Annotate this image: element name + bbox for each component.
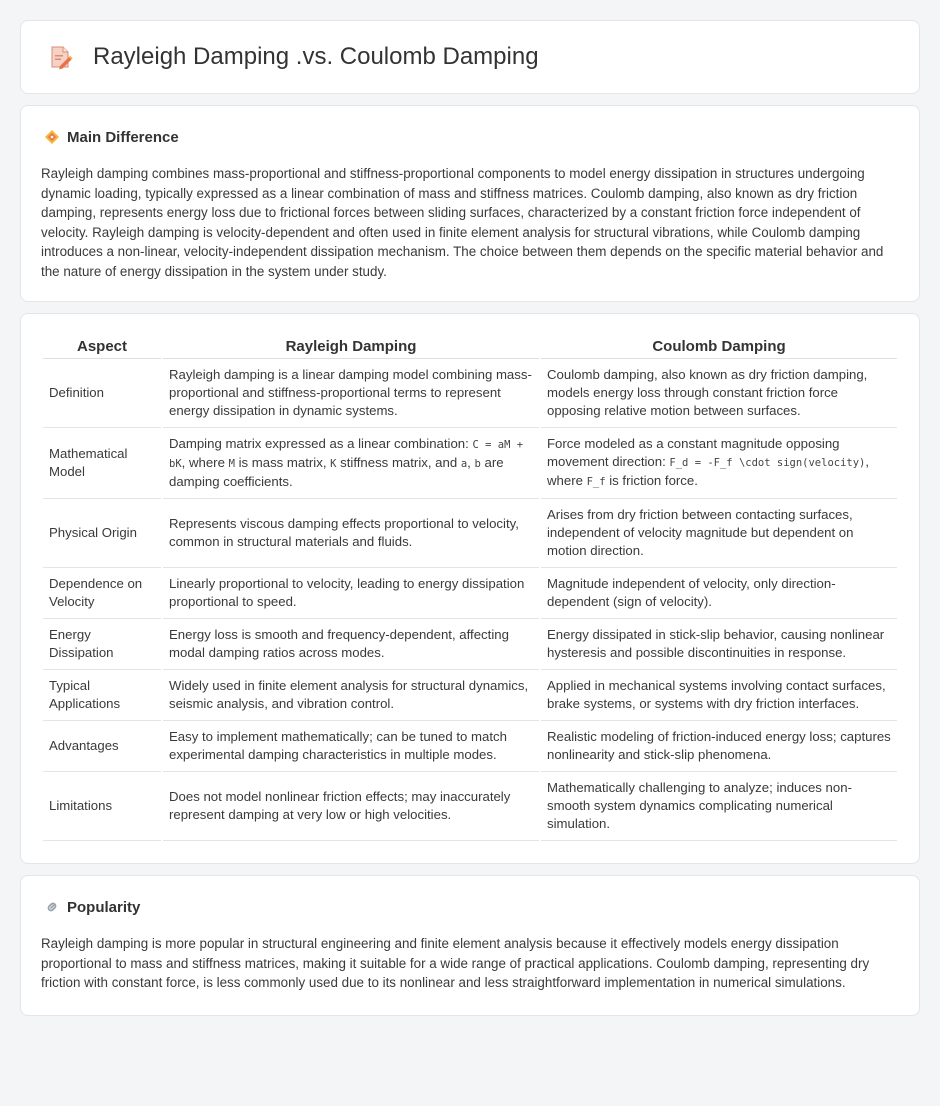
popularity-text: Rayleigh damping is more popular in structural engineering and finite element analysis because it effectively models energy dissipation proportional to mass and stiffness matrices, making it suitable for a wide range of practical applications. Coulomb damping, representing dry friction with constant force, is less commonly used due to its nonlinear and less straightforward implementation in numerical simulations. bbox=[41, 936, 870, 990]
table-row bbox=[43, 568, 897, 619]
rayleigh-cell: Linearly proportional to velocity, leading to energy dissipation proportional to speed. bbox=[163, 568, 539, 619]
main-difference-text: Rayleigh damping combines mass-proportional and stiffness-proportional components to model energy dissipation in structures undergoing dynamic loading, typically expressed as a linear combination of mass and stiffness matrices. Coulomb damping, also known as dry friction damping, represents energy loss due to frictional forces between sliding surfaces, characterized by a constant friction force independent of velocity. Rayleigh damping is velocity-dependent and often used in finite element analysis for structural vibrations, while Coulomb damping introduces a non-linear, velocity-independent dissipation mechanism. The choice between them depends on the specific material behavior and the nature of energy dissipation in the system under study. bbox=[41, 166, 884, 279]
coulomb-cell: Energy dissipated in stick-slip behavior, causing nonlinear hysteresis and possible discontinuities in response. bbox=[541, 619, 897, 670]
aspect-cell: Typical Applications bbox=[43, 670, 161, 721]
header-aspect: Aspect bbox=[43, 334, 161, 359]
formula-code: b bbox=[474, 458, 481, 470]
aspect-cell: Physical Origin bbox=[43, 499, 161, 568]
comparison-table-card bbox=[20, 313, 920, 864]
formula-code: K bbox=[330, 458, 337, 470]
aspect-cell: Limitations bbox=[43, 772, 161, 841]
coulomb-cell: Coulomb damping, also known as dry friction damping, models energy loss through constant friction force opposing relative motion between surfaces. bbox=[541, 359, 897, 428]
text-fragment: stiffness matrix, and bbox=[336, 455, 461, 470]
coulomb-cell: Arises from dry friction between contacting surfaces, independent of velocity magnitude but dependent on motion direction. bbox=[541, 499, 897, 568]
page-title: Rayleigh Damping .vs. Coulomb Damping bbox=[93, 43, 539, 70]
table-row bbox=[43, 359, 897, 428]
rayleigh-cell: Rayleigh damping is a linear damping model combining mass-proportional and stiffness-proportional terms to represent energy dissipation in dynamic systems. bbox=[163, 359, 539, 428]
rayleigh-cell: Widely used in finite element analysis for structural dynamics, seismic analysis, and vibration control. bbox=[163, 670, 539, 721]
aspect-cell: Definition bbox=[43, 359, 161, 428]
aspect-cell: Energy Dissipation bbox=[43, 619, 161, 670]
table-row bbox=[43, 499, 897, 568]
formula-code: a bbox=[460, 458, 468, 470]
popularity-header bbox=[41, 898, 899, 916]
aspect-cell: Advantages bbox=[43, 721, 161, 772]
formula-code: F_f bbox=[586, 476, 606, 488]
text-fragment: Damping matrix expressed as a linear combination: bbox=[169, 436, 473, 451]
rayleigh-cell: Does not model nonlinear friction effects; may inaccurately represent damping at very low or high velocities. bbox=[163, 772, 539, 841]
main-difference-title: Main Difference bbox=[67, 128, 179, 146]
main-difference-section bbox=[20, 105, 920, 302]
formula-code: F_d = -F_f \cdot sign(velocity) bbox=[669, 457, 866, 469]
popularity-section bbox=[20, 875, 920, 1016]
rayleigh-cell: Energy loss is smooth and frequency-dependent, affecting modal damping ratios across modes. bbox=[163, 619, 539, 670]
link-icon bbox=[43, 898, 61, 916]
diamond-badge-icon bbox=[43, 128, 61, 146]
text-fragment: , where bbox=[181, 455, 229, 470]
rayleigh-cell: Easy to implement mathematically; can be tuned to match experimental damping characteristics in multiple modes. bbox=[163, 721, 539, 772]
rayleigh-cell: Represents viscous damping effects proportional to velocity, common in structural materials and fluids. bbox=[163, 499, 539, 568]
coulomb-cell: Applied in mechanical systems involving contact surfaces, brake systems, or systems with dry friction interfaces. bbox=[541, 670, 897, 721]
header-coulomb: Coulomb Damping bbox=[541, 334, 897, 359]
text-fragment: is friction force. bbox=[605, 473, 698, 488]
table-row bbox=[43, 428, 897, 499]
formula-code: C = aM + bK bbox=[169, 439, 524, 470]
aspect-cell: Mathematical Model bbox=[43, 428, 161, 499]
coulomb-cell: Realistic modeling of friction-induced energy loss; captures nonlinearity and stick-slip phenomena. bbox=[541, 721, 897, 772]
text-fragment: is mass matrix, bbox=[234, 455, 331, 470]
title-card bbox=[20, 20, 920, 94]
table-header-row bbox=[43, 334, 897, 359]
text-fragment: Force modeled as a constant magnitude opposing movement direction: bbox=[547, 436, 840, 469]
popularity-title: Popularity bbox=[67, 898, 141, 916]
coulomb-cell: Mathematically challenging to analyze; induces non-smooth system dynamics complicating numerical simulation. bbox=[541, 772, 897, 841]
document-pencil-icon bbox=[45, 42, 75, 72]
comparison-table bbox=[41, 334, 899, 841]
coulomb-cell bbox=[541, 428, 897, 499]
coulomb-cell: Magnitude independent of velocity, only direction-dependent (sign of velocity). bbox=[541, 568, 897, 619]
main-difference-header bbox=[41, 128, 899, 146]
table-row bbox=[43, 619, 897, 670]
aspect-cell: Dependence on Velocity bbox=[43, 568, 161, 619]
table-row bbox=[43, 772, 897, 841]
rayleigh-cell bbox=[163, 428, 539, 499]
header-rayleigh: Rayleigh Damping bbox=[163, 334, 539, 359]
formula-code: M bbox=[228, 458, 235, 470]
table-row bbox=[43, 670, 897, 721]
table-row bbox=[43, 721, 897, 772]
text-fragment: , where bbox=[547, 454, 870, 488]
text-fragment: , bbox=[467, 455, 475, 470]
text-fragment: are damping coefficients. bbox=[169, 455, 504, 489]
